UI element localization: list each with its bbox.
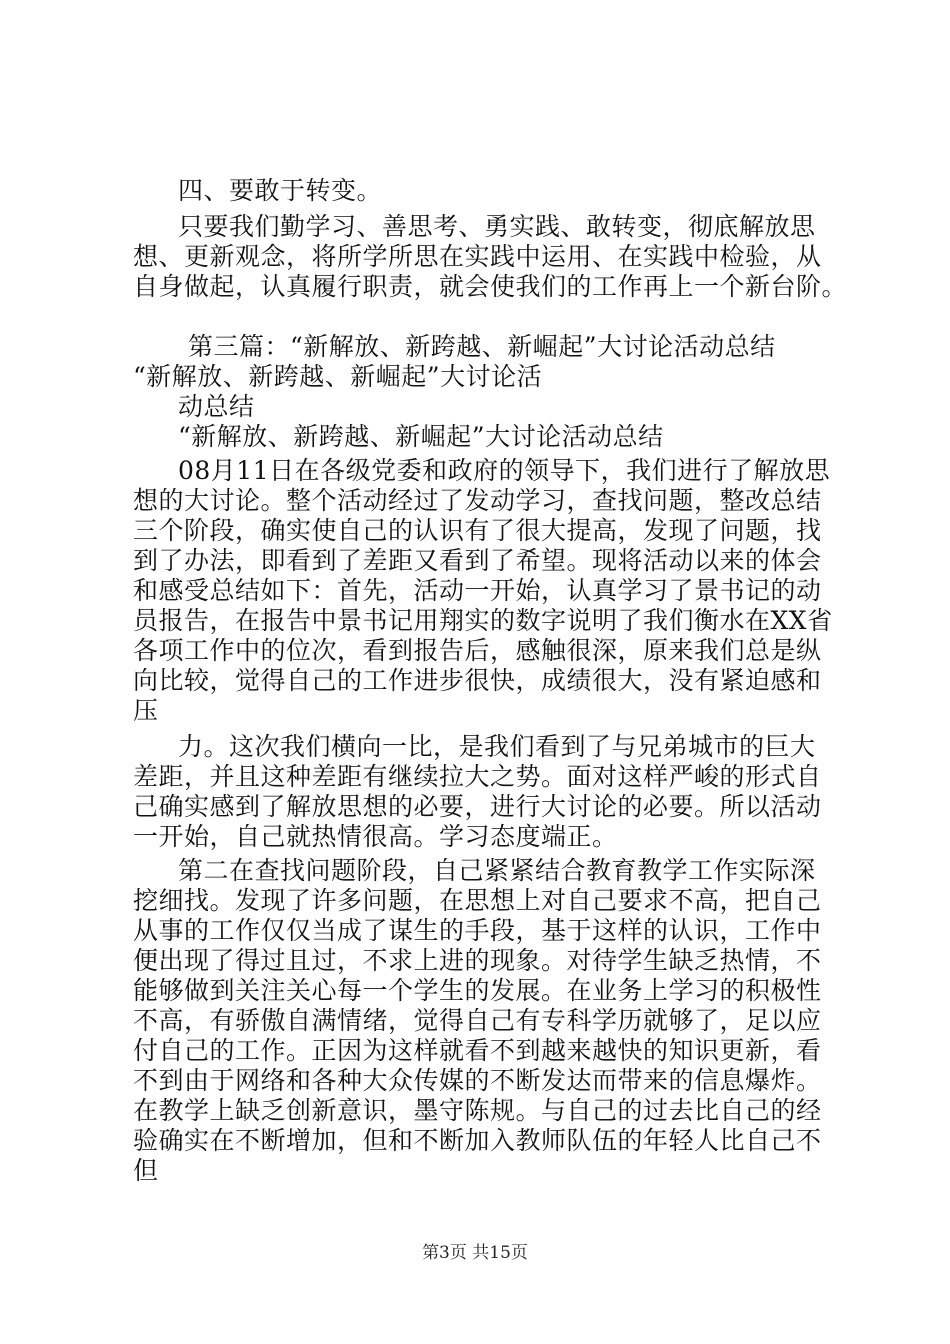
- body-text-line: 一开始，自己就热情很高。学习态度端正。: [133, 822, 618, 851]
- body-text-line: 自身做起，认真履行职责，就会使我们的工作再上一个新台阶。: [133, 272, 848, 301]
- body-text-line: 和感受总结如下：首先，活动一开始，认真学习了景书记的动: [133, 576, 822, 605]
- body-text-line: 己确实感到了解放思想的必要，进行大讨论的必要。所以活动: [133, 792, 822, 821]
- page-number: 第3页 共15页: [422, 1243, 528, 1263]
- body-text-line: 不到由于网络和各种大众传媒的不断发达而带来的信息爆炸。: [133, 1066, 822, 1095]
- body-text-line: 付自己的工作。正因为这样就看不到越来越快的知识更新，看: [133, 1036, 822, 1065]
- body-text-line: 第二在查找问题阶段，自己紧紧结合教育教学工作实际深: [178, 856, 816, 885]
- body-text-line: 压: [133, 696, 159, 725]
- body-text-line: 但: [133, 1156, 159, 1185]
- body-text-line: 想、更新观念，将所学所思在实践中运用、在实践中检验，从: [133, 242, 822, 271]
- chapter-title-continuation: 动总结: [178, 392, 255, 421]
- body-text-line: 从事的工作仅仅当成了谋生的手段，基于这样的认识，工作中: [133, 916, 822, 945]
- body-text-line: 在教学上缺乏创新意识，墨守陈规。与自己的过去比自己的经: [133, 1096, 822, 1125]
- chapter-title: 第三篇：“新解放、新跨越、新崛起”大讨论活动总结: [188, 332, 776, 361]
- chapter-title-continuation: “新解放、新跨越、新崛起”大讨论活: [133, 362, 543, 391]
- body-text-line: 力。这次我们横向一比，是我们看到了与兄弟城市的巨大: [178, 732, 816, 761]
- body-text-line: 便出现了得过且过，不求上进的现象。对待学生缺乏热情，不: [133, 946, 822, 975]
- body-text-line: 只要我们勤学习、善思考、勇实践、敢转变，彻底解放思: [178, 212, 816, 241]
- body-text-line: 想的大讨论。整个活动经过了发动学习，查找问题，整改总结: [133, 486, 822, 515]
- body-text-line: 能够做到关注关心每一个学生的发展。在业务上学习的积极性: [133, 976, 822, 1005]
- body-text-line: 验确实在不断增加，但和不断加入教师队伍的年轻人比自己不: [133, 1126, 822, 1155]
- body-text-line: 各项工作中的位次，看到报告后，感触很深，原来我们总是纵: [133, 636, 822, 665]
- body-text-line: 到了办法，即看到了差距又看到了希望。现将活动以来的体会: [133, 546, 822, 575]
- body-text-line: 差距，并且这种差距有继续拉大之势。面对这样严峻的形式自: [133, 762, 822, 791]
- body-text-line: 员报告，在报告中景书记用翔实的数字说明了我们衡水在XX省: [133, 606, 833, 635]
- body-text-line: 不高，有骄傲自满情绪，觉得自己有专科学历就够了，足以应: [133, 1006, 822, 1035]
- section-heading: 四、要敢于转变。: [178, 176, 383, 205]
- body-text-line: 向比较，觉得自己的工作进步很快，成绩很大，没有紧迫感和: [133, 666, 822, 695]
- body-text-line: 三个阶段，确实使自己的认识有了很大提高，发现了问题，找: [133, 516, 822, 545]
- body-text-line: 挖细找。发现了许多问题，在思想上对自己要求不高，把自己: [133, 886, 822, 915]
- body-text-line: 08月11日在各级党委和政府的领导下，我们进行了解放思: [178, 456, 831, 485]
- chapter-subtitle: “新解放、新跨越、新崛起”大讨论活动总结: [178, 422, 664, 451]
